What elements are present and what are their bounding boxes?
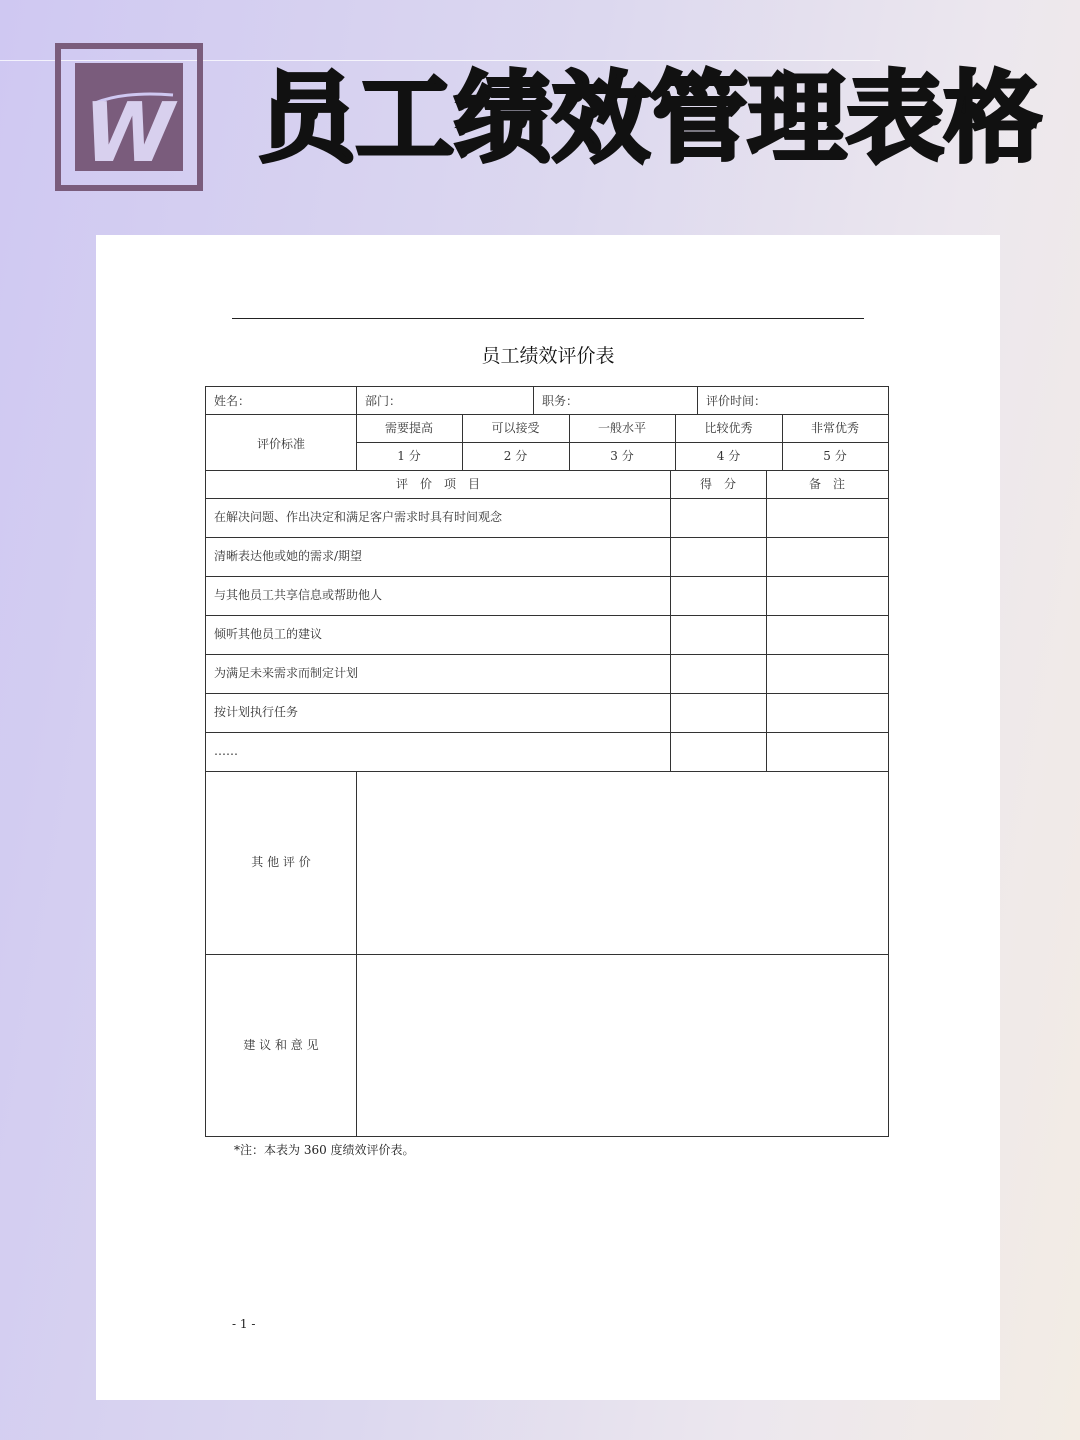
item-column-header: 评 价 项 目	[395, 477, 480, 491]
evaluation-item: 按计划执行任务	[214, 705, 299, 719]
level-score: 3 分	[610, 449, 634, 463]
row-line	[206, 537, 888, 538]
evaluation-item: 与其他员工共享信息或帮助他人	[214, 588, 383, 602]
logo-letter: W	[83, 86, 175, 181]
evaluation-item: 在解决问题、作出决定和满足客户需求时具有时间观念	[214, 510, 503, 524]
row-line	[206, 498, 888, 499]
page-number: - 1 -	[232, 1317, 256, 1331]
suggestions-label: 建 议 和 意 见	[243, 1038, 319, 1052]
row-line	[356, 442, 888, 443]
level-score: 1 分	[397, 449, 421, 463]
document-page	[96, 235, 1000, 1400]
score-column-header: 得 分	[699, 477, 736, 491]
col-line	[766, 470, 767, 771]
banner-title: 员工绩效管理表格	[258, 62, 1043, 176]
document-title: 员工绩效评价表	[481, 345, 615, 367]
footnote: *注：本表为 360 度绩效评价表。	[234, 1143, 415, 1157]
row-line	[206, 771, 888, 772]
other-evaluation-label: 其 他 评 价	[251, 855, 311, 869]
row-line	[206, 576, 888, 577]
level-label: 比较优秀	[704, 421, 753, 435]
row-line	[206, 470, 888, 471]
col-line	[697, 387, 698, 414]
word-icon	[55, 43, 203, 191]
evaluation-item: 为满足未来需求而制定计划	[214, 666, 359, 680]
row-line	[206, 954, 888, 955]
name-label: 姓名：	[214, 394, 251, 408]
row-line	[206, 693, 888, 694]
level-score: 5 分	[823, 449, 847, 463]
remark-column-header: 备 注	[808, 477, 845, 491]
department-label: 部门：	[365, 394, 402, 408]
evaluation-item: ……	[214, 744, 238, 758]
evaluation-date-label: 评价时间：	[706, 394, 767, 408]
header-rule	[232, 318, 864, 319]
level-label: 一般水平	[597, 421, 646, 435]
col-line	[670, 470, 671, 771]
row-line	[206, 414, 888, 415]
position-label: 职务：	[542, 394, 579, 408]
level-label: 可以接受	[491, 421, 540, 435]
level-score: 4 分	[716, 449, 741, 463]
evaluation-item: 倾听其他员工的建议	[214, 627, 323, 641]
level-label: 非常优秀	[810, 421, 859, 435]
level-label: 需要提高	[384, 421, 433, 435]
evaluation-item: 清晰表达他或她的需求/期望	[214, 549, 363, 563]
row-line	[206, 732, 888, 733]
row-line	[206, 654, 888, 655]
level-score: 2 分	[503, 449, 528, 463]
evaluation-table	[205, 386, 889, 1137]
col-line	[533, 387, 534, 414]
row-line	[206, 615, 888, 616]
col-line	[356, 771, 357, 1136]
standard-label: 评价标准	[256, 437, 305, 451]
